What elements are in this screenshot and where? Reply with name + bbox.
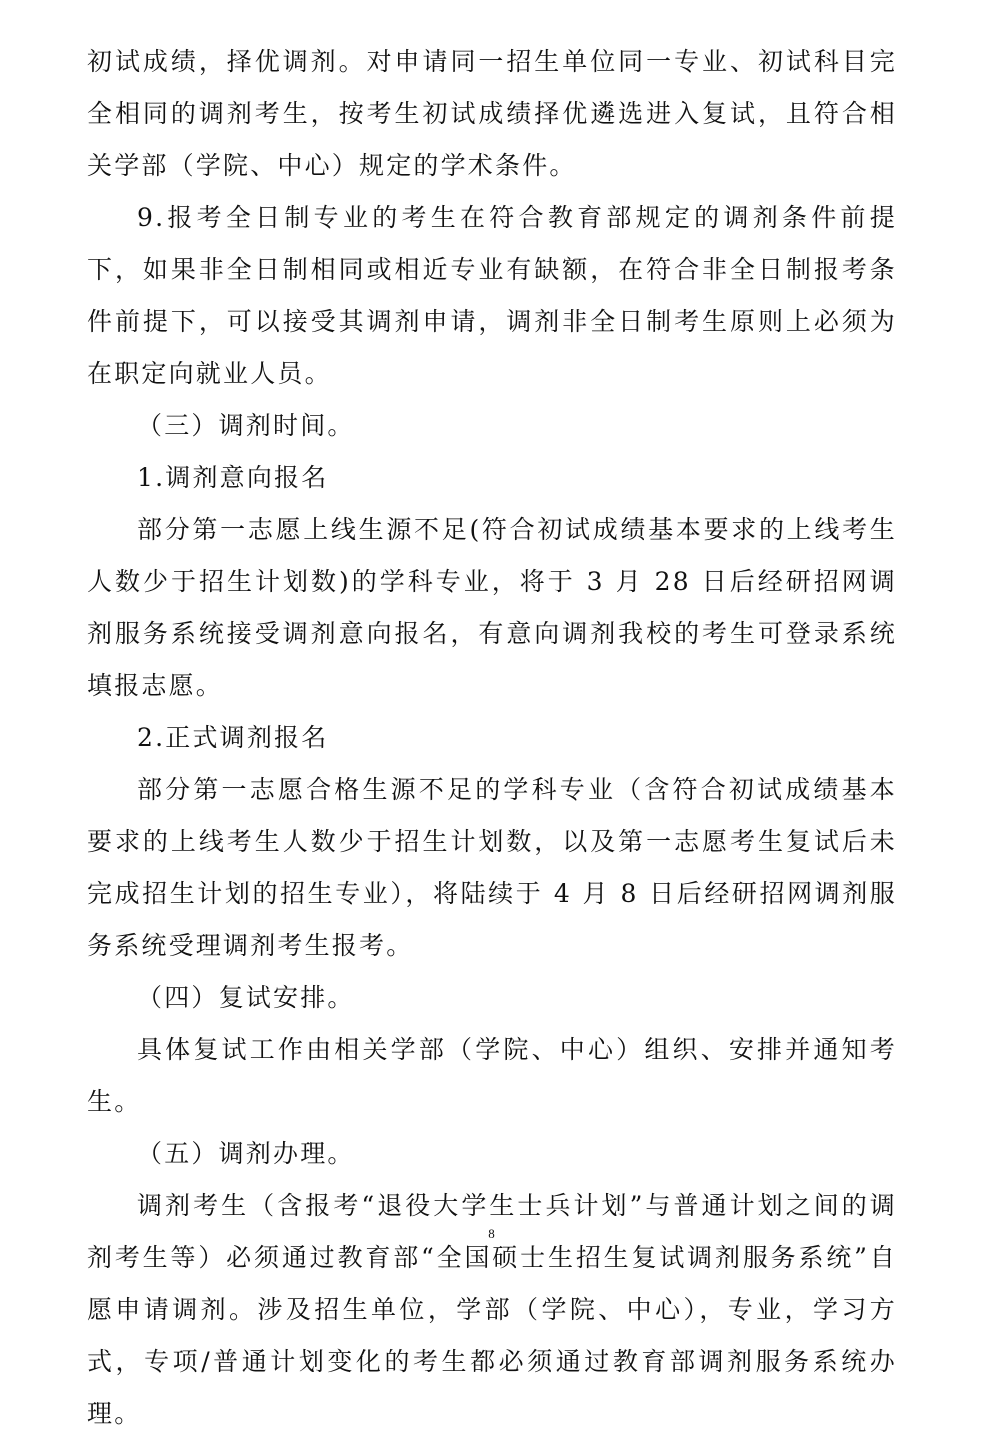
paragraph-continuation: 初试成绩，择优调剂。对申请同一招生单位同一专业、初试科目完全相同的调剂考生，按考生初试成绩择优遴选进入复试，且符合相关学部（学院、中心）规定的学术条件。: [87, 47, 897, 180]
page-number: 8: [488, 1226, 495, 1241]
paragraph-retest-arrangement: 具体复试工作由相关学部（学院、中心）组织、安排并通知考生。: [87, 1035, 897, 1116]
paragraph-item-9: 9.报考全日制专业的考生在符合教育部规定的调剂条件前提下，如果非全日制相同或相近专业有缺额，在符合非全日制报考条件前提下，可以接受其调剂申请，调剂非全日制考生原则上必须为在职定向就业人员。: [87, 203, 897, 388]
paragraph-intent-registration: 部分第一志愿上线生源不足(符合初试成绩基本要求的上线考生人数少于招生计划数)的学科专业，将于 3 月 28 日后经研招网调剂服务系统接受调剂意向报名，有意向调剂我校的考生可登录系统填报志愿。: [87, 515, 897, 700]
subheading-formal-registration: 2.正式调剂报名: [137, 723, 329, 752]
section-heading-retest-arrangement: （四）复试安排。: [137, 983, 355, 1012]
section-heading-adjustment-processing: （五）调剂办理。: [137, 1139, 355, 1168]
section-heading-adjustment-time: （三）调剂时间。: [137, 411, 355, 440]
paragraph-adjustment-processing: 调剂考生（含报考“退役大学生士兵计划”与普通计划之间的调剂考生等）必须通过教育部“全国硕士生招生复试调剂服务系统”自愿申请调剂。涉及招生单位，学部（学院、中心），专业，学习方式，专项/普通计划变化的考生都必须通过教育部调剂服务系统办理。: [87, 1191, 897, 1428]
subheading-intent-registration: 1.调剂意向报名: [137, 463, 329, 492]
paragraph-formal-registration: 部分第一志愿合格生源不足的学科专业（含符合初试成绩基本要求的上线考生人数少于招生计划数，以及第一志愿考生复试后未完成招生计划的招生专业），将陆续于 4 月 8 日后经研招网调剂服务系统受理调剂考生报考。: [87, 775, 897, 960]
